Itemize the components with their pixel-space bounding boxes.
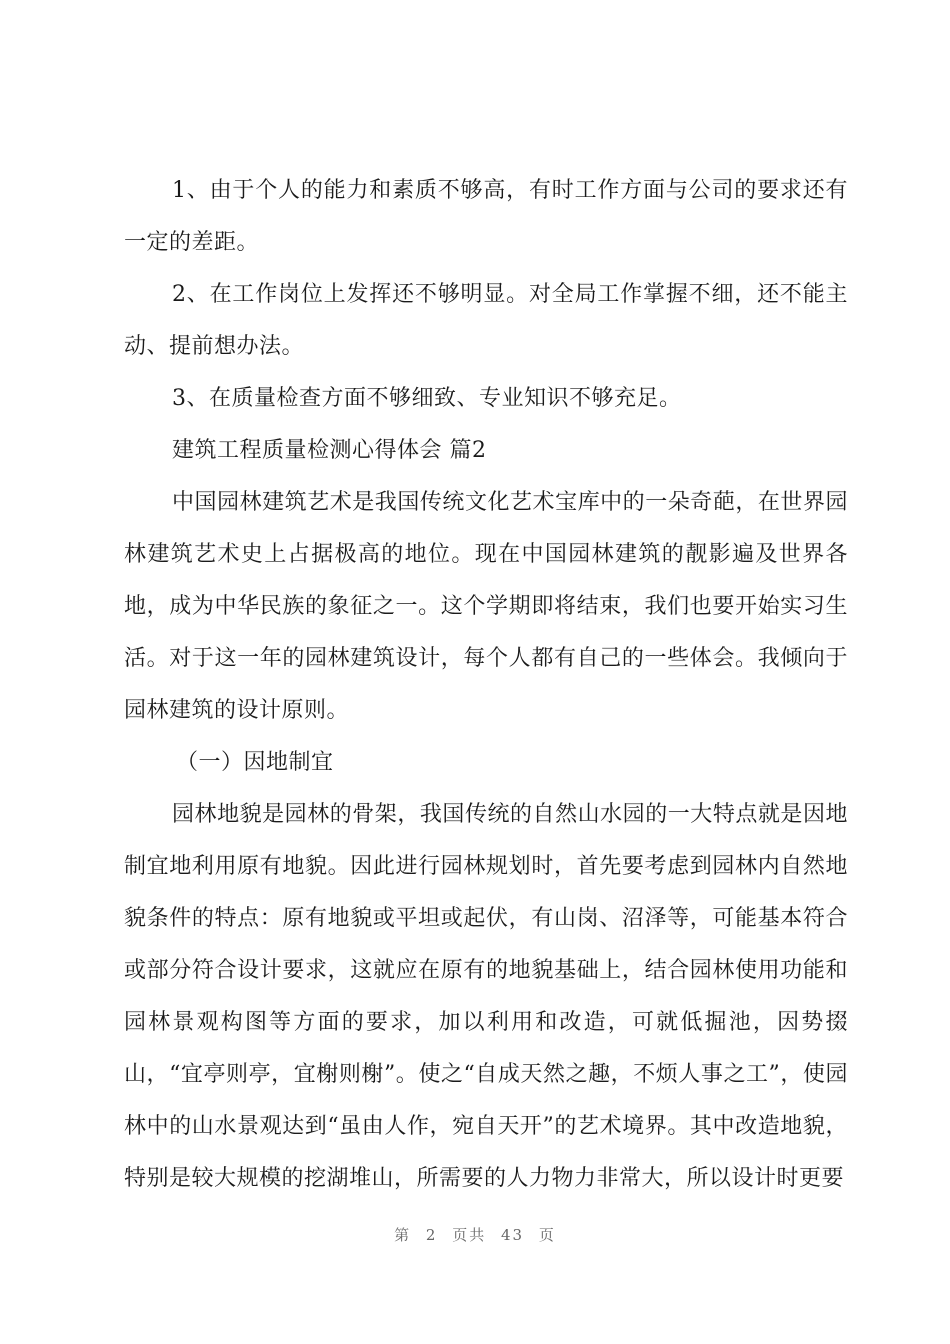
subsection-heading: （一）因地制宜 xyxy=(176,750,334,775)
footer-total-pages: 43 xyxy=(501,1226,525,1244)
footer-page-number: 2 xyxy=(425,1226,438,1244)
section-heading: 建筑工程质量检测心得体会 篇2 xyxy=(172,438,487,463)
page-footer xyxy=(0,1224,950,1245)
footer-suffix: 页 xyxy=(538,1226,556,1244)
footer-prefix: 第 xyxy=(394,1226,412,1244)
footer-middle: 页共 xyxy=(452,1226,487,1244)
paragraph-point-3: 3、在质量检查方面不够细致、专业知识不够充足。 xyxy=(172,386,682,411)
paragraph-point-2: 2、在工作岗位上发挥还不够明显。对全局工作掌握不细，还不能主动、提前想办法。 xyxy=(124,282,848,359)
paragraph-intro: 中国园林建筑艺术是我国传统文化艺术宝库中的一朵奇葩，在世界园林建筑艺术史上占据极高的地位。现在中国园林建筑的靓影遍及世界各地，成为中华民族的象征之一。这个学期即将结束，我们也要开始实习生活。对于这一年的园林建筑设计，每个人都有自己的一些体会。我倾向于园林建筑的设计原则。 xyxy=(124,490,848,723)
document-body xyxy=(124,165,848,1205)
paragraph-point-1: 1、由于个人的能力和素质不够高，有时工作方面与公司的要求还有一定的差距。 xyxy=(124,178,848,255)
paragraph-body: 园林地貌是园林的骨架，我国传统的自然山水园的一大特点就是因地制宜地利用原有地貌。因此进行园林规划时，首先要考虑到园林内自然地貌条件的特点：原有地貌或平坦或起伏，有山岗、沼泽等，可能基本符合或部分符合设计要求，这就应在原有的地貌基础上，结合园林使用功能和园林景观构图等方面的要求，加以利用和改造，可就低掘池，因势掇山，“宜亭则亭，宜榭则榭”。使之“自成天然之趣，不烦人事之工”，使园林中的山水景观达到“虽由人作，宛自天开”的艺术境界。其中改造地貌，特别是较大规模的挖湖堆山，所需要的人力物力非常大，所以设计时更要 xyxy=(124,802,848,1191)
